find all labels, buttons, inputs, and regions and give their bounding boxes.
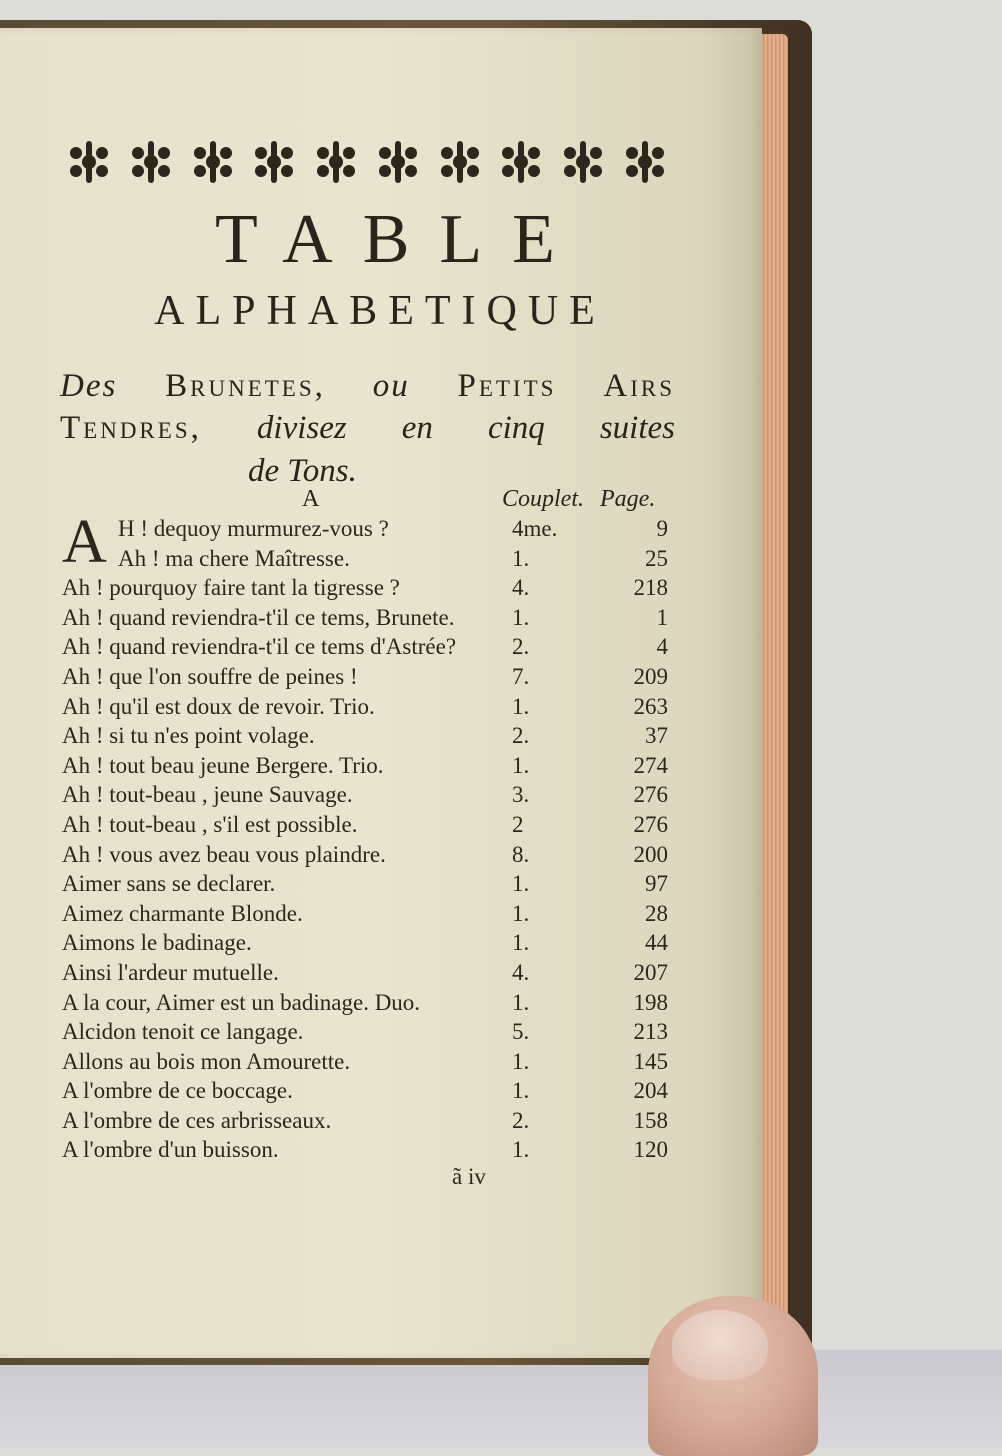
entry-page: 120 <box>633 1137 668 1163</box>
page-title-secondary: ALPHABETIQUE <box>154 288 606 334</box>
signature-mark: ã iv <box>452 1164 486 1189</box>
list-item <box>0 926 762 956</box>
entry-title: Aimons le badinage. <box>62 930 252 956</box>
subtitle-line-2 <box>60 406 675 450</box>
entry-page: 44 <box>645 930 668 956</box>
subtitle-des: Des <box>60 368 118 404</box>
subtitle-line-1: Des Brunetes, ou Petits Airs <box>60 368 676 404</box>
subtitle-divisez: divisez en cinq suites <box>256 410 675 446</box>
entry-couplet: 1. <box>512 1048 530 1074</box>
drop-cap: A <box>62 508 107 576</box>
entry-title: Ah ! tout-beau , s'il est possible. <box>62 811 358 837</box>
entry-couplet: 1. <box>512 1078 530 1104</box>
fleuron-icon <box>371 135 425 189</box>
entry-page: 207 <box>633 959 668 985</box>
entry-page: 97 <box>645 871 668 897</box>
entry-couplet: 3. <box>512 782 530 808</box>
entry-title: Ah ! tout-beau , jeune Sauvage. <box>62 782 353 808</box>
list-item <box>0 512 762 542</box>
fleuron-icon <box>124 135 178 189</box>
entry-couplet: 1. <box>512 900 530 926</box>
entry-title: Alcidon tenoit ce langage. <box>62 1019 304 1045</box>
list-item <box>0 630 762 660</box>
entry-title: Ah ! ma chere Maîtresse. <box>118 545 350 571</box>
list-item <box>0 719 762 749</box>
entry-page: 263 <box>633 693 668 719</box>
list-item <box>0 690 762 720</box>
entry-couplet: 1. <box>512 752 530 778</box>
entry-couplet: 4. <box>512 575 530 601</box>
entry-title: Ainsi l'ardeur mutuelle. <box>62 959 279 985</box>
list-item <box>0 897 762 927</box>
subtitle-brunetes: Brunetes <box>165 368 315 404</box>
entry-couplet: 2 <box>512 811 524 837</box>
entry-couplet: 2. <box>512 634 530 660</box>
entry-title: Ah ! pourquoy faire tant la tigresse ? <box>62 575 400 601</box>
entry-title: Ah ! quand reviendra-t'il ce tems d'Astrée? <box>62 634 457 660</box>
subtitle-tendres: Tendres, <box>60 410 202 446</box>
entry-title: Ah ! que l'on souffre de peines ! <box>62 663 358 689</box>
entry-page: 198 <box>633 989 668 1015</box>
index-list <box>0 508 762 1163</box>
fleuron-icon <box>556 135 610 189</box>
entry-page: 200 <box>633 841 668 867</box>
entry-page: 158 <box>633 1107 668 1133</box>
fleuron-icon <box>62 135 116 189</box>
entry-couplet: 1. <box>512 930 530 956</box>
list-item <box>0 542 762 572</box>
entry-page: 276 <box>633 811 668 837</box>
entry-couplet: 7. <box>512 663 530 689</box>
list-item <box>0 660 762 690</box>
entry-couplet: 1. <box>512 604 530 630</box>
entry-page: 218 <box>633 575 668 601</box>
entry-page: 25 <box>645 545 668 571</box>
list-item <box>0 1074 762 1104</box>
entry-title: Ah ! quand reviendra-t'il ce tems, Brunete. <box>62 604 455 630</box>
entry-title: Ah ! si tu n'es point volage. <box>62 723 315 749</box>
list-item <box>0 986 762 1016</box>
entry-title: A l'ombre d'un buisson. <box>62 1137 279 1163</box>
entry-title: Aimer sans se declarer. <box>62 871 276 897</box>
list-item <box>0 1133 762 1163</box>
list-item <box>0 571 762 601</box>
entry-couplet: 2. <box>512 723 530 749</box>
entry-title: Aimez charmante Blonde. <box>62 900 303 926</box>
entry-couplet: 1. <box>512 545 530 571</box>
subtitle-petits-airs: Petits Airs <box>457 368 676 404</box>
entry-couplet: 1. <box>512 989 530 1015</box>
column-header-couplet: Couplet. <box>502 486 584 512</box>
entry-page: 37 <box>645 723 668 749</box>
fleuron-ornament-band <box>62 132 672 192</box>
list-item <box>0 808 762 838</box>
entry-title: A l'ombre de ce boccage. <box>62 1078 293 1104</box>
entry-page: 145 <box>633 1048 668 1074</box>
list-item <box>0 838 762 868</box>
entry-title: A la cour, Aimer est un badinage. Duo. <box>62 989 421 1015</box>
entry-page: 9 <box>656 516 668 541</box>
list-item <box>0 867 762 897</box>
entry-couplet: 2. <box>512 1107 530 1133</box>
thumbnail <box>672 1310 768 1380</box>
entry-page: 1 <box>656 604 668 630</box>
list-item <box>0 1104 762 1134</box>
entry-title: A l'ombre de ces arbrisseaux. <box>62 1107 332 1133</box>
column-header-page: Page. <box>600 486 656 512</box>
entry-page: 213 <box>633 1019 668 1045</box>
entry-title: Allons au bois mon Amourette. <box>62 1048 351 1074</box>
list-item <box>0 1015 762 1045</box>
page-title: TABLE <box>215 201 585 278</box>
fleuron-icon <box>186 135 240 189</box>
entry-page: 209 <box>633 663 668 689</box>
fleuron-icon <box>247 135 301 189</box>
section-letter: A <box>302 486 320 512</box>
list-item <box>0 956 762 986</box>
entry-couplet: 8. <box>512 841 530 867</box>
subtitle-line-3: de Tons. <box>248 453 357 489</box>
entry-couplet: 1. <box>512 871 530 897</box>
entry-title: H ! dequoy murmurez-vous ? <box>118 516 389 541</box>
list-item <box>0 778 762 808</box>
list-item <box>0 601 762 631</box>
subtitle-ou: ou <box>372 368 410 404</box>
list-item <box>0 749 762 779</box>
entry-couplet: 4. <box>512 959 530 985</box>
entry-couplet: 4me. <box>512 516 558 541</box>
fleuron-icon <box>618 135 672 189</box>
entry-title: Ah ! tout beau jeune Bergere. Trio. <box>62 752 384 778</box>
list-item <box>0 1045 762 1075</box>
entry-page: 28 <box>645 900 668 926</box>
fleuron-icon <box>309 135 363 189</box>
entry-couplet: 5. <box>512 1019 530 1045</box>
entry-page: 276 <box>633 782 668 808</box>
fleuron-icon <box>494 135 548 189</box>
entry-page: 4 <box>656 634 668 660</box>
entry-title: Ah ! qu'il est doux de revoir. Trio. <box>62 693 375 719</box>
entry-title: Ah ! vous avez beau vous plaindre. <box>62 841 386 867</box>
entry-couplet: 1. <box>512 1137 530 1163</box>
entry-couplet: 1. <box>512 693 530 719</box>
entry-page: 204 <box>633 1078 668 1104</box>
fleuron-icon <box>433 135 487 189</box>
entry-page: 274 <box>633 752 668 778</box>
